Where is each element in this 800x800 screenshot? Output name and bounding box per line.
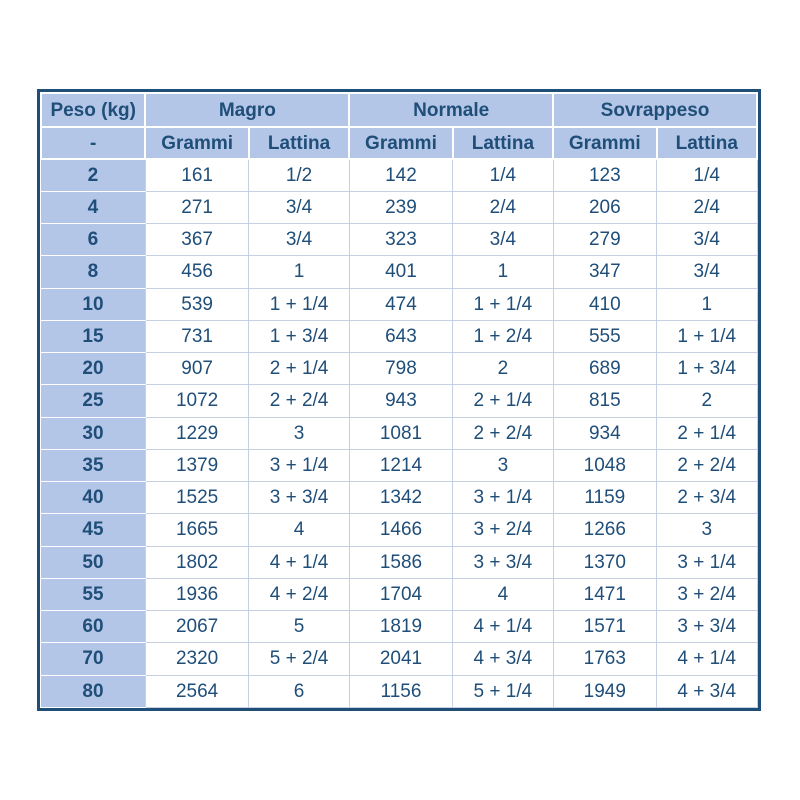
cell-magro-lattina: 2 + 1/4	[249, 353, 349, 385]
subheader-grammi: Grammi	[349, 127, 452, 159]
cell-sovrappeso-lattina: 2 + 1/4	[657, 417, 758, 449]
table-row	[41, 482, 757, 514]
cell-peso: 70	[41, 643, 145, 675]
cell-sovrappeso-grammi: 1048	[553, 449, 656, 481]
cell-peso: 55	[41, 578, 145, 610]
header-peso-sub: -	[41, 127, 145, 159]
cell-sovrappeso-grammi: 1763	[553, 643, 656, 675]
cell-magro-grammi: 161	[145, 159, 248, 191]
cell-magro-lattina: 1/2	[249, 159, 349, 191]
cell-normale-grammi: 1819	[349, 611, 452, 643]
cell-magro-lattina: 1 + 1/4	[249, 288, 349, 320]
cell-normale-lattina: 3/4	[453, 224, 553, 256]
cell-sovrappeso-grammi: 1370	[553, 546, 656, 578]
cell-sovrappeso-grammi: 1571	[553, 611, 656, 643]
cell-magro-lattina: 4	[249, 514, 349, 546]
feeding-table-frame	[37, 89, 761, 711]
cell-magro-lattina: 3/4	[249, 191, 349, 223]
cell-sovrappeso-lattina: 3	[657, 514, 758, 546]
subheader-grammi: Grammi	[145, 127, 248, 159]
cell-normale-grammi: 943	[349, 385, 452, 417]
table-row	[41, 224, 757, 256]
cell-magro-grammi: 367	[145, 224, 248, 256]
cell-peso: 35	[41, 449, 145, 481]
cell-normale-grammi: 323	[349, 224, 452, 256]
cell-magro-lattina: 4 + 2/4	[249, 578, 349, 610]
cell-magro-grammi: 1379	[145, 449, 248, 481]
cell-peso: 10	[41, 288, 145, 320]
cell-normale-lattina: 4 + 1/4	[453, 611, 553, 643]
cell-normale-grammi: 2041	[349, 643, 452, 675]
cell-magro-grammi: 539	[145, 288, 248, 320]
cell-magro-grammi: 1802	[145, 546, 248, 578]
cell-peso: 30	[41, 417, 145, 449]
cell-peso: 20	[41, 353, 145, 385]
table-row	[41, 159, 757, 191]
cell-normale-grammi: 1342	[349, 482, 452, 514]
cell-normale-lattina: 3 + 1/4	[453, 482, 553, 514]
cell-peso: 45	[41, 514, 145, 546]
group-header-sovrappeso: Sovrappeso	[553, 93, 757, 127]
cell-sovrappeso-grammi: 410	[553, 288, 656, 320]
group-header-normale: Normale	[349, 93, 553, 127]
table-row	[41, 546, 757, 578]
cell-normale-grammi: 798	[349, 353, 452, 385]
table-body	[41, 159, 757, 708]
cell-magro-grammi: 1525	[145, 482, 248, 514]
cell-sovrappeso-grammi: 1266	[553, 514, 656, 546]
subheader-lattina: Lattina	[453, 127, 553, 159]
subheader-lattina: Lattina	[657, 127, 758, 159]
cell-sovrappeso-grammi: 347	[553, 256, 656, 288]
cell-sovrappeso-lattina: 1/4	[657, 159, 758, 191]
sub-header-row	[41, 127, 757, 159]
cell-magro-lattina: 5	[249, 611, 349, 643]
cell-sovrappeso-lattina: 1 + 3/4	[657, 353, 758, 385]
cell-normale-lattina: 2 + 1/4	[453, 385, 553, 417]
cell-normale-lattina: 2 + 2/4	[453, 417, 553, 449]
cell-sovrappeso-lattina: 4 + 1/4	[657, 643, 758, 675]
cell-peso: 40	[41, 482, 145, 514]
table-row	[41, 191, 757, 223]
cell-normale-lattina: 1 + 2/4	[453, 320, 553, 352]
cell-normale-lattina: 3 + 3/4	[453, 546, 553, 578]
table-row	[41, 578, 757, 610]
cell-sovrappeso-lattina: 1 + 1/4	[657, 320, 758, 352]
cell-magro-lattina: 3 + 3/4	[249, 482, 349, 514]
cell-magro-grammi: 1229	[145, 417, 248, 449]
cell-magro-lattina: 2 + 2/4	[249, 385, 349, 417]
cell-sovrappeso-grammi: 1471	[553, 578, 656, 610]
cell-normale-lattina: 5 + 1/4	[453, 675, 553, 708]
cell-sovrappeso-grammi: 279	[553, 224, 656, 256]
cell-sovrappeso-lattina: 2/4	[657, 191, 758, 223]
feeding-table	[40, 92, 758, 708]
cell-sovrappeso-lattina: 2 + 2/4	[657, 449, 758, 481]
subheader-lattina: Lattina	[249, 127, 349, 159]
cell-peso: 80	[41, 675, 145, 708]
table-row	[41, 417, 757, 449]
cell-peso: 6	[41, 224, 145, 256]
cell-sovrappeso-lattina: 4 + 3/4	[657, 675, 758, 708]
cell-magro-lattina: 6	[249, 675, 349, 708]
subheader-grammi: Grammi	[553, 127, 656, 159]
cell-normale-lattina: 1	[453, 256, 553, 288]
group-header-row	[41, 93, 757, 127]
cell-sovrappeso-lattina: 3/4	[657, 224, 758, 256]
cell-magro-grammi: 456	[145, 256, 248, 288]
table-row	[41, 675, 757, 708]
cell-normale-grammi: 1156	[349, 675, 452, 708]
cell-normale-grammi: 1586	[349, 546, 452, 578]
cell-magro-grammi: 2564	[145, 675, 248, 708]
cell-normale-lattina: 3	[453, 449, 553, 481]
cell-peso: 15	[41, 320, 145, 352]
cell-normale-lattina: 1 + 1/4	[453, 288, 553, 320]
cell-peso: 4	[41, 191, 145, 223]
header-peso: Peso (kg)	[41, 93, 145, 127]
cell-magro-grammi: 1665	[145, 514, 248, 546]
cell-normale-grammi: 1704	[349, 578, 452, 610]
cell-sovrappeso-grammi: 555	[553, 320, 656, 352]
cell-normale-lattina: 1/4	[453, 159, 553, 191]
cell-normale-lattina: 2/4	[453, 191, 553, 223]
cell-magro-lattina: 3/4	[249, 224, 349, 256]
cell-sovrappeso-grammi: 689	[553, 353, 656, 385]
cell-sovrappeso-grammi: 934	[553, 417, 656, 449]
cell-sovrappeso-grammi: 206	[553, 191, 656, 223]
group-header-magro: Magro	[145, 93, 349, 127]
cell-normale-grammi: 1214	[349, 449, 452, 481]
cell-magro-lattina: 3	[249, 417, 349, 449]
cell-sovrappeso-grammi: 1949	[553, 675, 656, 708]
table-row	[41, 288, 757, 320]
cell-normale-grammi: 474	[349, 288, 452, 320]
table-row	[41, 385, 757, 417]
cell-normale-grammi: 142	[349, 159, 452, 191]
cell-peso: 50	[41, 546, 145, 578]
cell-normale-grammi: 1081	[349, 417, 452, 449]
cell-magro-grammi: 2320	[145, 643, 248, 675]
cell-peso: 2	[41, 159, 145, 191]
cell-peso: 25	[41, 385, 145, 417]
cell-sovrappeso-lattina: 3/4	[657, 256, 758, 288]
table-row	[41, 514, 757, 546]
cell-magro-grammi: 907	[145, 353, 248, 385]
cell-peso: 60	[41, 611, 145, 643]
cell-magro-grammi: 1936	[145, 578, 248, 610]
cell-normale-grammi: 643	[349, 320, 452, 352]
table-row	[41, 611, 757, 643]
table-row	[41, 643, 757, 675]
cell-sovrappeso-lattina: 2 + 3/4	[657, 482, 758, 514]
cell-magro-grammi: 271	[145, 191, 248, 223]
cell-magro-lattina: 1 + 3/4	[249, 320, 349, 352]
cell-normale-lattina: 4	[453, 578, 553, 610]
cell-sovrappeso-lattina: 1	[657, 288, 758, 320]
cell-normale-lattina: 2	[453, 353, 553, 385]
table-row	[41, 353, 757, 385]
cell-magro-lattina: 4 + 1/4	[249, 546, 349, 578]
cell-magro-grammi: 2067	[145, 611, 248, 643]
cell-normale-lattina: 3 + 2/4	[453, 514, 553, 546]
cell-sovrappeso-grammi: 123	[553, 159, 656, 191]
cell-sovrappeso-lattina: 3 + 1/4	[657, 546, 758, 578]
cell-normale-grammi: 401	[349, 256, 452, 288]
cell-magro-lattina: 3 + 1/4	[249, 449, 349, 481]
cell-magro-lattina: 1	[249, 256, 349, 288]
table-row	[41, 320, 757, 352]
table-row	[41, 449, 757, 481]
cell-sovrappeso-lattina: 3 + 3/4	[657, 611, 758, 643]
cell-sovrappeso-grammi: 815	[553, 385, 656, 417]
cell-normale-lattina: 4 + 3/4	[453, 643, 553, 675]
cell-normale-grammi: 1466	[349, 514, 452, 546]
cell-sovrappeso-lattina: 2	[657, 385, 758, 417]
cell-sovrappeso-lattina: 3 + 2/4	[657, 578, 758, 610]
cell-normale-grammi: 239	[349, 191, 452, 223]
cell-magro-grammi: 731	[145, 320, 248, 352]
table-row	[41, 256, 757, 288]
cell-magro-lattina: 5 + 2/4	[249, 643, 349, 675]
cell-peso: 8	[41, 256, 145, 288]
cell-magro-grammi: 1072	[145, 385, 248, 417]
cell-sovrappeso-grammi: 1159	[553, 482, 656, 514]
